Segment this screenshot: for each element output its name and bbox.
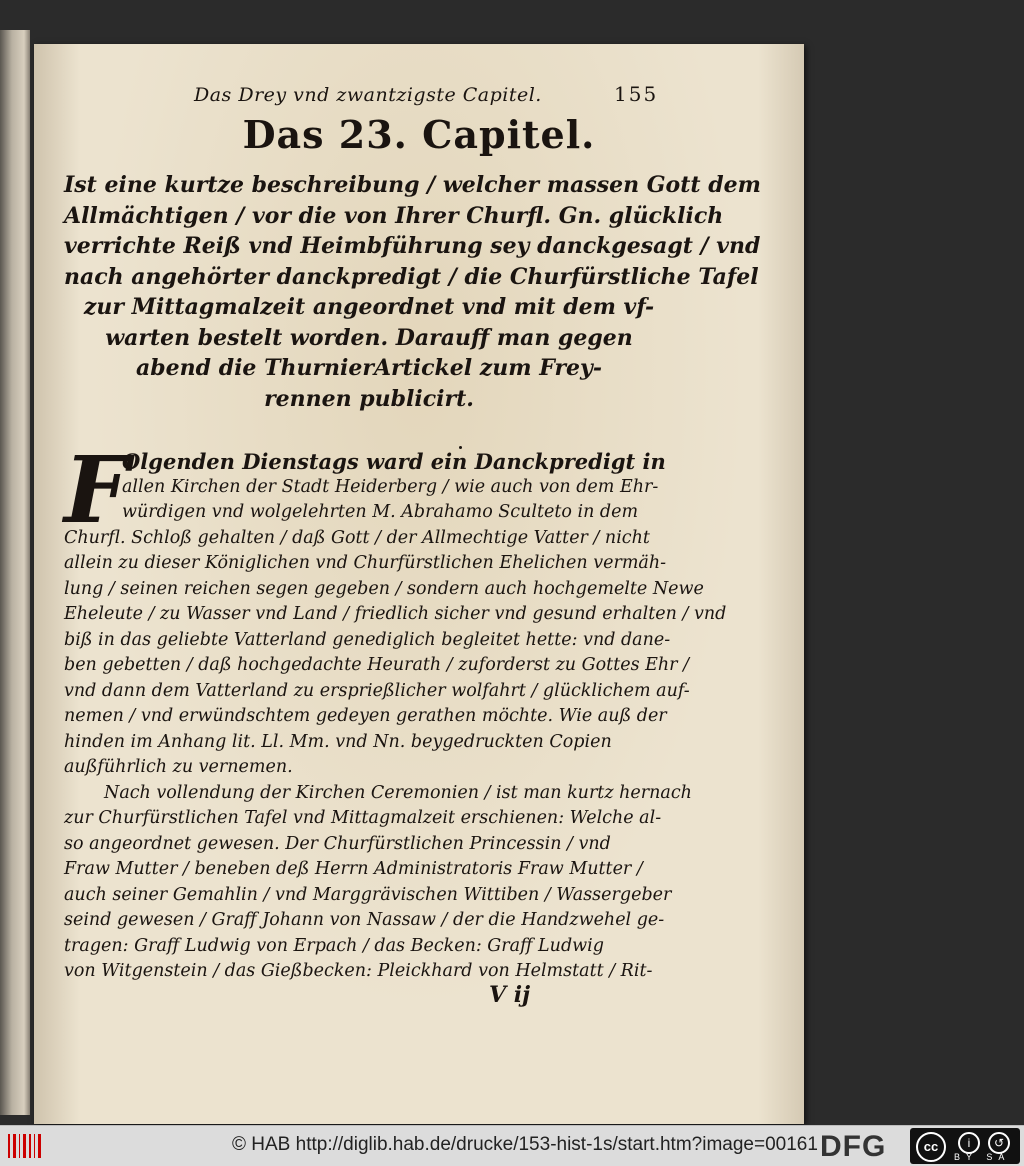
body-line: seind gewesen / Graff Johann von Nassaw / der die Handzwehel ge- (64, 910, 665, 930)
body-line: Fraw Mutter / beneben deß Herrn Administratoris Fraw Mutter / (64, 859, 643, 879)
page-number: 155 (614, 82, 659, 106)
share-alike-icon: ↺ (988, 1132, 1010, 1154)
body-line: allein zu dieser Königlichen vnd Churfürstlichen Ehelichen vermäh- (64, 553, 667, 573)
summary-line: verrichte Reiß vnd Heimbführung sey danckgesagt / vnd (64, 233, 761, 259)
body-line: hinden im Anhang lit. Ll. Mm. vnd Nn. beygedruckten Copien (64, 731, 612, 752)
viewer-footer (0, 1125, 1024, 1166)
body-text (64, 449, 727, 985)
body-line: zur Churfürstlichen Tafel vnd Mittagmalzeit erschienen: Welche al- (64, 808, 662, 828)
body-line: lung / seinen reichen segen gegeben / sondern auch hochgemelte Newe (64, 578, 704, 599)
summary-line: warten bestelt worden. Darauff man gegen (105, 324, 633, 351)
drop-cap-initial: F (64, 436, 130, 544)
attribution-icon: i (958, 1132, 980, 1154)
chapter-title: Das 23. Capitel. (242, 112, 596, 157)
body-line: Churfl. Schloß gehalten / daß Gott / der Allmechtige Vatter / nicht (64, 527, 650, 548)
summary-line: abend die ThurnierArtickel zum Frey- (136, 355, 602, 381)
dfg-logo[interactable]: DFG (820, 1130, 887, 1163)
body-line: auch seiner Gemahlin / vnd Marggrävischen Wittiben / Wassergeber (64, 884, 672, 905)
body-line: Eheleute / zu Wasser vnd Land / friedlich sicher vnd gesund erhalten / vnd (64, 604, 727, 624)
running-head: Das Drey vnd zwantzigste Capitel. (194, 84, 542, 106)
body-line: nemen / vnd erwündschtem gedeyen gerathen möchte. Wie auß der (64, 706, 667, 726)
summary-line: Ist eine kurtze beschreibung / welcher massen Gott dem (64, 172, 761, 198)
summary-line: Allmächtigen / vor die von Ihrer Churfl. Gn. glücklich (64, 202, 724, 229)
body-line: Olgenden Dienstags ward ein Danckpredigt in (122, 449, 666, 474)
body-line: so angeordnet gewesen. Der Churfürstlichen Princessin / vnd (64, 833, 611, 854)
body-line: würdigen vnd wolgelehrten M. Abrahamo Sculteto in dem (122, 502, 639, 522)
body-line: ben gebetten / daß hochgedachte Heurath / zuforderst zu Gottes Ehr / (64, 655, 689, 675)
body-line: von Witgenstein / das Gießbecken: Pleickhard von Helmstatt / Rit- (64, 961, 653, 981)
copyright-link[interactable]: © HAB http://diglib.hab.de/drucke/153-hist-1s/start.htm?image=00161 (232, 1134, 818, 1155)
book-page (34, 44, 804, 1124)
body-line: allen Kirchen der Stadt Heiderberg / wie auch von dem Ehr- (122, 476, 659, 497)
summary-line: zur Mittagmalzeit angeordnet vnd mit dem vf- (83, 294, 655, 320)
chapter-summary (64, 170, 761, 414)
body-line: tragen: Graff Ludwig von Erpach / das Becken: Graff Ludwig (64, 935, 604, 956)
body-line: Nach vollendung der Kirchen Ceremonien / ist man kurtz hernach (104, 782, 692, 803)
signature-mark: V ij (489, 982, 531, 1008)
summary-line: nach angehörter danckpredigt / die Churfürstliche Tafel (64, 263, 759, 290)
creative-commons-badge[interactable] (910, 1128, 1020, 1164)
body-line: biß in das geliebte Vatterland genediglich begleitet hette: vnd dane- (64, 629, 671, 650)
cc-icon: cc (916, 1132, 946, 1162)
body-line: vnd dann dem Vatterland zu ersprießlicher wolfahrt / glücklichem auf- (64, 680, 690, 701)
adjacent-page-edge (0, 30, 30, 1115)
barcode-icon (6, 1132, 46, 1160)
summary-line: rennen publicirt. (264, 385, 474, 412)
cc-label: BY SA (954, 1152, 1011, 1162)
body-line: außführlich zu vernemen. (64, 757, 293, 777)
